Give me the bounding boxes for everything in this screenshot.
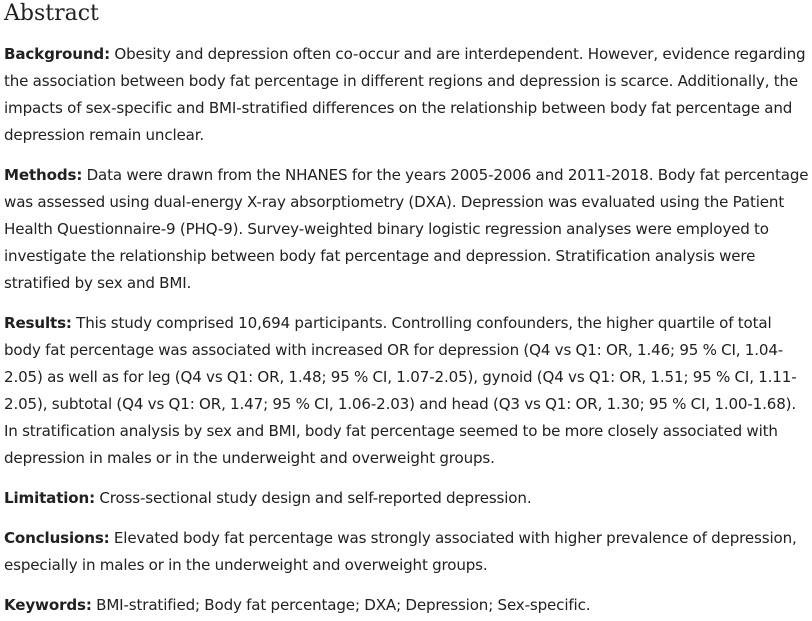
section-label-results: Results: [4,314,72,332]
section-label-methods: Methods: [4,166,83,184]
abstract-section-conclusions [4,525,812,579]
section-text-keywords: BMI-stratified; Body fat percentage; DXA; Depression; Sex-specific. [96,596,591,614]
abstract-heading: Abstract [4,1,99,26]
abstract-section-limitation [4,485,812,512]
section-text-conclusions: Elevated body fat percentage was strongly associated with higher prevalence of depression, especially in males or in the underweight and overweight groups. [4,529,797,574]
section-text-background: Obesity and depression often co-occur and are interdependent. However, evidence regarding the association between body fat percentage in different regions and depression is scarce. Additionally, the impacts of sex-specific and BMI-stratified differences on the relationship between body fat percentage and depression remain unclear. [4,45,806,144]
abstract-section-keywords [4,592,812,619]
section-label-conclusions: Conclusions: [4,529,110,547]
section-text-methods: Data were drawn from the NHANES for the years 2005-2006 and 2011-2018. Body fat percentage was assessed using dual-energy X-ray absorptiometry (DXA). Depression was evaluated using the Patient Health Questionnaire-9 (PHQ-9). Survey-weighted binary logistic regression analyses were employed to investigate the relationship between body fat percentage and depression. Stratification analysis were stratified by sex and BMI. [4,166,809,292]
section-label-background: Background: [4,45,110,63]
section-text-limitation: Cross-sectional study design and self-reported depression. [99,489,532,507]
section-text-results: This study comprised 10,694 participants. Controlling confounders, the higher quartile of total body fat percentage was associated with increased OR for depression (Q4 vs Q1: OR, 1.46; 95 % CI, 1.04-2.05) as well as for leg (Q4 vs Q1: OR, 1.48; 95 % CI, 1.07-2.05), gynoid (Q4 vs Q1: OR, 1.51; 95 % CI, 1.11-2.05), subtotal (Q4 vs Q1: OR, 1.47; 95 % CI, 1.06-2.03) and head (Q3 vs Q1: OR, 1.30; 95 % CI, 1.00-1.68). In stratification analysis by sex and BMI, body fat percentage seemed to be more closely associated with depression in males or in the underweight and overweight groups. [4,314,797,467]
abstract-section-methods [4,162,812,297]
section-label-keywords: Keywords: [4,596,92,614]
abstract-section-background [4,41,812,149]
abstract-section-results [4,310,812,472]
section-label-limitation: Limitation: [4,489,95,507]
